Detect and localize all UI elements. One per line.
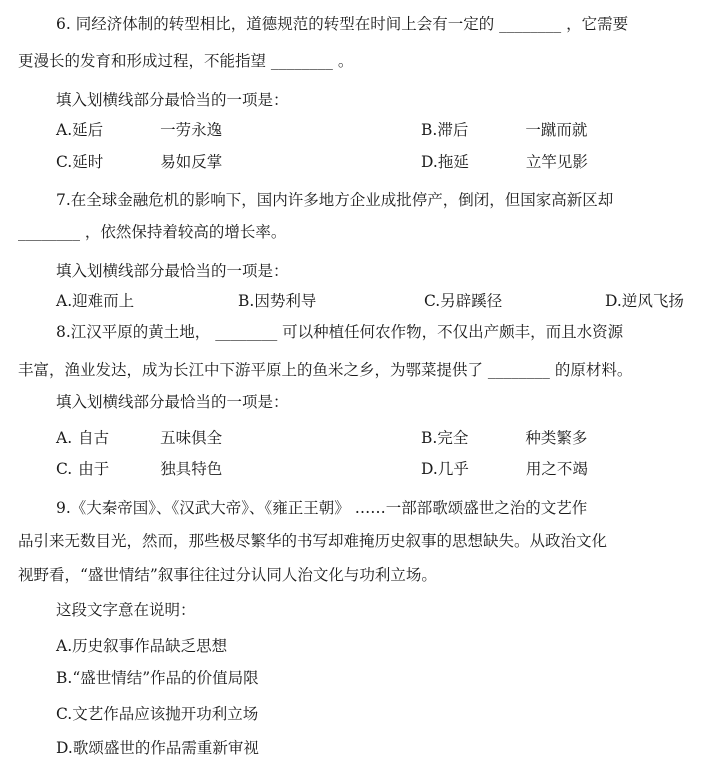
question-9-option-d[interactable] xyxy=(56,738,259,758)
question-7-option-b[interactable] xyxy=(238,291,316,311)
question-9-prompt: 这段文字意在说明： xyxy=(56,601,196,619)
option-word-1: 延后 xyxy=(72,121,104,139)
question-6-option-b[interactable] xyxy=(421,120,587,140)
question-7-option-a[interactable] xyxy=(56,291,134,311)
option-word-2: 一劳永逸 xyxy=(160,121,223,139)
question-6-number: 6. xyxy=(56,15,71,33)
option-key: D. xyxy=(56,739,73,757)
question-6-option-d[interactable] xyxy=(421,152,588,172)
question-9-option-c[interactable] xyxy=(56,704,258,724)
question-8-option-c[interactable] xyxy=(56,459,222,479)
question-9-stem-line-2: 品引来无数目光，然而，那些极尽繁华的书写却难掩历史叙事的思想缺失。从政治文化 xyxy=(18,532,608,550)
option-text: 历史叙事作品缺乏思想 xyxy=(72,637,228,655)
question-8-stem-text-1: 江汉平原的黄土地， ________ 可以种植任何农作物，不仅出产颇丰，而且水资源 xyxy=(70,323,624,341)
question-7-number: 7. xyxy=(56,191,71,209)
option-word-1: 拖延 xyxy=(437,153,469,171)
option-key: A. xyxy=(56,121,73,139)
option-word-2: 种类繁多 xyxy=(525,429,588,447)
option-key: D. xyxy=(421,460,438,478)
option-word-1: 另辟蹊径 xyxy=(440,292,503,310)
question-9-stem-line-1 xyxy=(56,498,587,518)
question-9-stem-text-1: 《大秦帝国》、《汉武大帝》、《雍正王朝》 ……一部部歌颂盛世之治的文艺作 xyxy=(70,499,588,517)
question-7-stem-line-2: ________ ，依然保持着较高的增长率。 xyxy=(18,223,287,241)
question-8-option-a[interactable] xyxy=(56,428,222,448)
question-7-stem-text-1: 在全球金融危机的影响下，国内许多地方企业成批停产，倒闭，但国家高新区却 xyxy=(70,191,614,209)
question-6-option-a[interactable] xyxy=(56,120,222,140)
option-word-2: 一蹴而就 xyxy=(525,121,588,139)
option-word-2: 用之不竭 xyxy=(525,460,588,478)
option-text: “盛世情结”作品的价值局限 xyxy=(72,669,259,687)
option-key: D. xyxy=(421,153,438,171)
option-word-1: 因势利导 xyxy=(254,292,317,310)
option-word-1: 完全 xyxy=(437,429,469,447)
question-6-stem-line-1 xyxy=(56,14,701,34)
question-9-option-a[interactable] xyxy=(56,636,227,656)
option-text: 文艺作品应该抛开功利立场 xyxy=(72,705,259,723)
question-9-stem-line-3: 视野看，“盛世情结”叙事往往过分认同人治文化与功利立场。 xyxy=(18,566,437,584)
option-word-1: 滞后 xyxy=(437,121,469,139)
question-9-option-b[interactable] xyxy=(56,668,259,688)
question-8-option-b[interactable] xyxy=(421,428,587,448)
option-word-2: 五味俱全 xyxy=(160,429,223,447)
option-word-2: 立竿见影 xyxy=(525,153,588,171)
question-6-prompt: 填入划横线部分最恰当的一项是： xyxy=(56,91,289,109)
question-8-option-d[interactable] xyxy=(421,459,588,479)
option-key: B. xyxy=(421,121,438,139)
question-7-option-c[interactable] xyxy=(424,291,502,311)
question-8-prompt: 填入划横线部分最恰当的一项是： xyxy=(56,393,289,411)
question-8-stem-line-1 xyxy=(56,322,623,342)
option-key: C. xyxy=(56,153,73,171)
question-7-prompt: 填入划横线部分最恰当的一项是： xyxy=(56,262,289,280)
question-6-stem-line-2: 更漫长的发育和形成过程，不能指望 ________ 。 xyxy=(18,52,354,70)
question-6-option-c[interactable] xyxy=(56,152,222,172)
option-key: B. xyxy=(56,669,73,687)
question-9-number: 9. xyxy=(56,499,71,517)
option-key: C. xyxy=(56,460,73,478)
question-7-option-d[interactable] xyxy=(605,291,684,311)
option-key: A. xyxy=(56,637,73,655)
option-word-1: 自古 xyxy=(78,429,110,447)
option-key: C. xyxy=(424,292,441,310)
question-7-stem-line-1 xyxy=(56,190,613,210)
option-text: 歌颂盛世的作品需重新审视 xyxy=(72,739,259,757)
question-6-stem-text-1: 同经济体制的转型相比，道德规范的转型在时间上会有一定的 ________ ，它需要 xyxy=(75,15,629,33)
option-key: D. xyxy=(605,292,622,310)
option-key: C. xyxy=(56,705,73,723)
option-key: B. xyxy=(421,429,438,447)
question-8-stem-line-2: 丰富，渔业发达，成为长江中下游平原上的鱼米之乡，为鄂菜提供了 ________ 的原材料。 xyxy=(18,361,633,379)
option-word-1: 延时 xyxy=(72,153,104,171)
option-key: B. xyxy=(238,292,255,310)
option-word-1: 逆风飞扬 xyxy=(621,292,684,310)
option-word-2: 易如反掌 xyxy=(160,153,223,171)
option-word-1: 迎难而上 xyxy=(72,292,135,310)
question-8-number: 8. xyxy=(56,323,71,341)
option-key: A. xyxy=(56,292,73,310)
option-word-2: 独具特色 xyxy=(160,460,223,478)
option-key: A. xyxy=(56,429,73,447)
option-word-1: 由于 xyxy=(78,460,110,478)
option-word-1: 几乎 xyxy=(437,460,469,478)
